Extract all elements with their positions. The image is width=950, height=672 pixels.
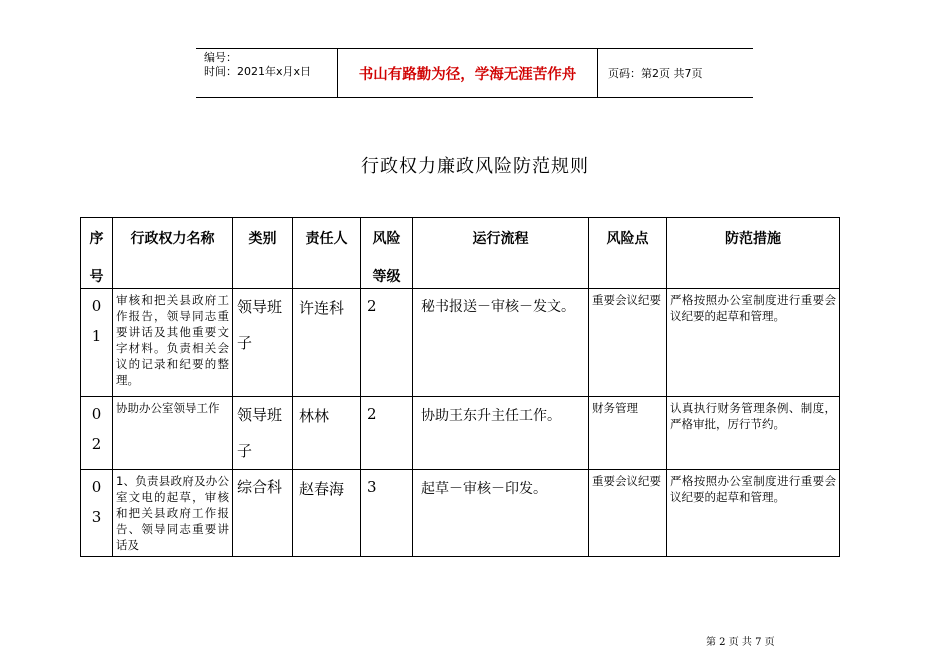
- header-risk-point: 风险点: [589, 218, 667, 289]
- row-category: 领导班子: [233, 289, 293, 397]
- row-risk-level: 2: [361, 397, 413, 470]
- row-person: 林林: [293, 397, 361, 470]
- row-risk-point: 重要会议纪要: [589, 470, 667, 557]
- row-risk-level: 3: [361, 470, 413, 557]
- row-seq: 0 1: [81, 289, 113, 397]
- header-measures: 防范措施: [667, 218, 840, 289]
- number-label: 编号：: [204, 51, 237, 64]
- header-page-label: 页码：第2页 共7页: [608, 67, 703, 80]
- table-row: [81, 289, 840, 397]
- row-flow: 秘书报送－审核－发文。: [413, 289, 589, 397]
- time-label: 时间：2021年x月x日: [204, 65, 312, 78]
- row-name: 1、负责县政府及办公室文电的起草，审核和把关县政府工作报告、领导同志重要讲话及: [113, 470, 233, 557]
- row-risk-point: 财务管理: [589, 397, 667, 470]
- row-flow: 起草－审核－印发。: [413, 470, 589, 557]
- row-measures: 认真执行财务管理条例、制度，严格审批，厉行节约。: [667, 397, 840, 470]
- header-flow: 运行流程: [413, 218, 589, 289]
- header-category: 类别: [233, 218, 293, 289]
- table-row: [81, 470, 840, 557]
- row-flow: 协助王东升主任工作。: [413, 397, 589, 470]
- row-name: 审核和把关县政府工作报告，领导同志重要讲话及其他重要文字材料。负责相关会议的记录和纪要的整理。: [113, 289, 233, 397]
- row-measures: 严格按照办公室制度进行重要会议纪要的起草和管理。: [667, 470, 840, 557]
- row-person: 许连科: [293, 289, 361, 397]
- header-person: 责任人: [293, 218, 361, 289]
- header-name: 行政权力名称: [113, 218, 233, 289]
- table-header-row: [81, 218, 840, 289]
- row-risk-level: 2: [361, 289, 413, 397]
- page-footer: 第 2 页 共 7 页: [706, 637, 775, 648]
- header-meta: [196, 49, 338, 97]
- table-row: [81, 397, 840, 470]
- row-seq: 0 3: [81, 470, 113, 557]
- row-seq: 0 2: [81, 397, 113, 470]
- document-title: 行政权力廉政风险防范规则: [361, 156, 589, 177]
- risk-table: [80, 217, 840, 557]
- header-risk-level: 风险 等级: [361, 218, 413, 289]
- row-person: 赵春海: [293, 470, 361, 557]
- header-seq: 序 号: [81, 218, 113, 289]
- row-measures: 严格按照办公室制度进行重要会议纪要的起草和管理。: [667, 289, 840, 397]
- row-name: 协助办公室领导工作: [113, 397, 233, 470]
- header-slogan: 书山有路勤为径，学海无涯苦作舟: [338, 49, 598, 97]
- row-risk-point: 重要会议纪要: [589, 289, 667, 397]
- document-header: [196, 48, 753, 98]
- row-category: 领导班子: [233, 397, 293, 470]
- row-category: 综合科: [233, 470, 293, 557]
